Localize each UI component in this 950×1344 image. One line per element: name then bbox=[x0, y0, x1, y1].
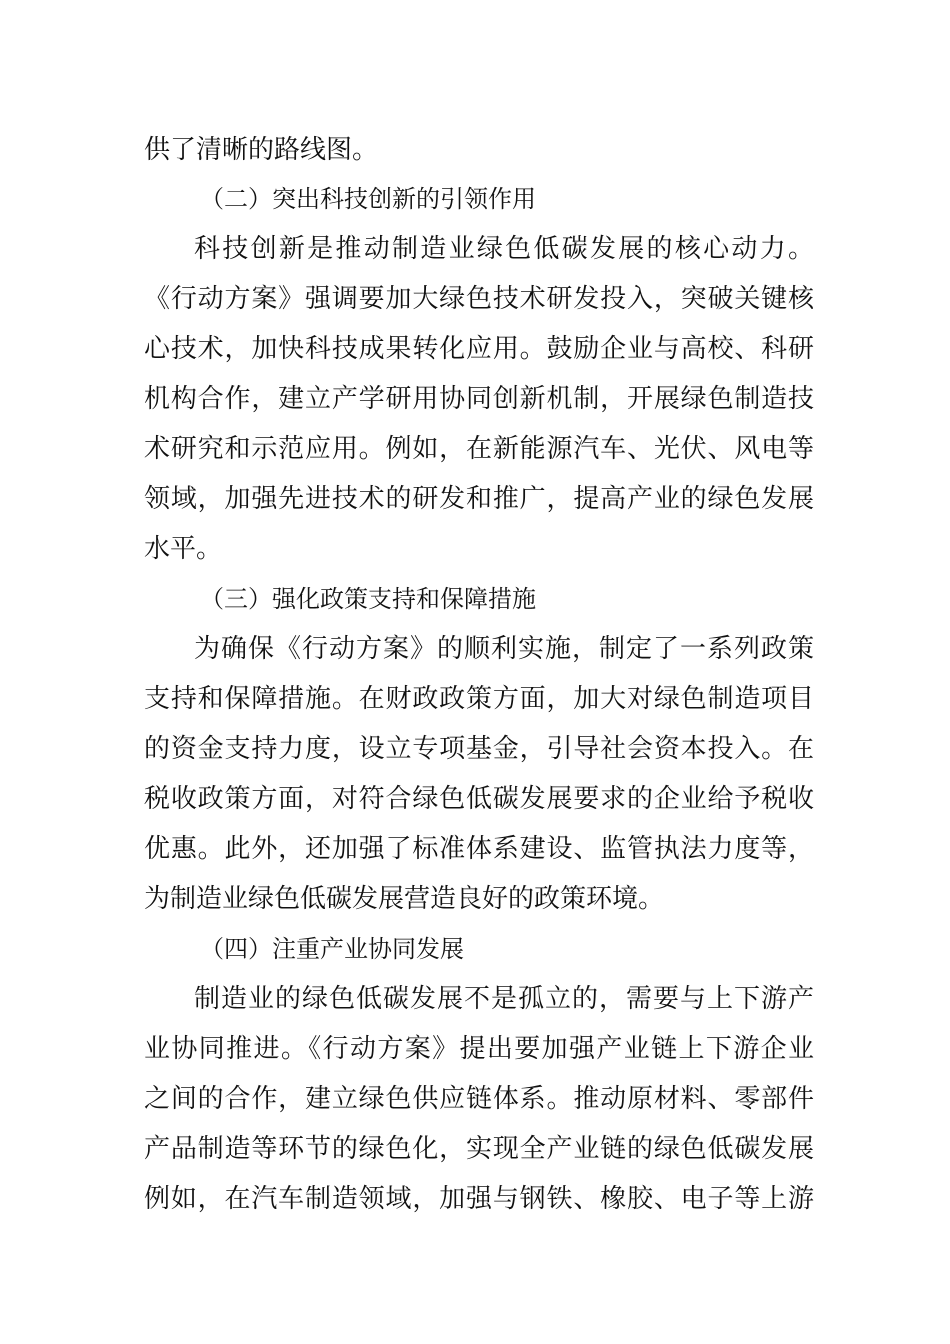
paragraph-line: 心技术，加快科技成果转化应用。鼓励企业与高校、科研 bbox=[144, 334, 814, 364]
paragraph-line: 业协同推进。《行动方案》提出要加强产业链上下游企业 bbox=[144, 1034, 814, 1064]
paragraph-line: 产品制造等环节的绿色化，实现全产业链的绿色低碳发展 bbox=[144, 1134, 814, 1164]
paragraph-line: 机构合作，建立产学研用协同创新机制，开展绿色制造技 bbox=[144, 384, 814, 414]
paragraph-line: 领域，加强先进技术的研发和推广，提高产业的绿色发展 bbox=[144, 484, 814, 514]
paragraph-line: 供了清晰的路线图。 bbox=[144, 135, 379, 165]
section-heading-4: （四）注重产业协同发展 bbox=[200, 935, 464, 963]
paragraph-line: 优惠。此外，还加强了标准体系建设、监管执法力度等， bbox=[144, 834, 814, 864]
paragraph-line: 税收政策方面，对符合绿色低碳发展要求的企业给予税收 bbox=[144, 784, 814, 814]
paragraph-line: 之间的合作，建立绿色供应链体系。推动原材料、零部件 bbox=[144, 1084, 814, 1114]
section-heading-3: （三）强化政策支持和保障措施 bbox=[200, 585, 536, 613]
paragraph-line: 的资金支持力度，设立专项基金，引导社会资本投入。在 bbox=[144, 734, 814, 764]
paragraph-line: 水平。 bbox=[144, 534, 223, 564]
paragraph-line: 为确保《行动方案》的顺利实施，制定了一系列政策 bbox=[194, 634, 814, 664]
section-heading-2: （二）突出科技创新的引领作用 bbox=[200, 185, 536, 213]
paragraph-line: 为制造业绿色低碳发展营造良好的政策环境。 bbox=[144, 884, 665, 914]
paragraph-line: 支持和保障措施。在财政政策方面，加大对绿色制造项目 bbox=[144, 684, 814, 714]
paragraph-line: 《行动方案》强调要加大绿色技术研发投入，突破关键核 bbox=[144, 284, 814, 314]
paragraph-line: 科技创新是推动制造业绿色低碳发展的核心动力。 bbox=[194, 234, 814, 264]
paragraph-line: 制造业的绿色低碳发展不是孤立的，需要与上下游产 bbox=[194, 984, 814, 1014]
paragraph-line: 例如，在汽车制造领域，加强与钢铁、橡胶、电子等上游 bbox=[144, 1184, 814, 1214]
paragraph-line: 术研究和示范应用。例如，在新能源汽车、光伏、风电等 bbox=[144, 434, 814, 464]
